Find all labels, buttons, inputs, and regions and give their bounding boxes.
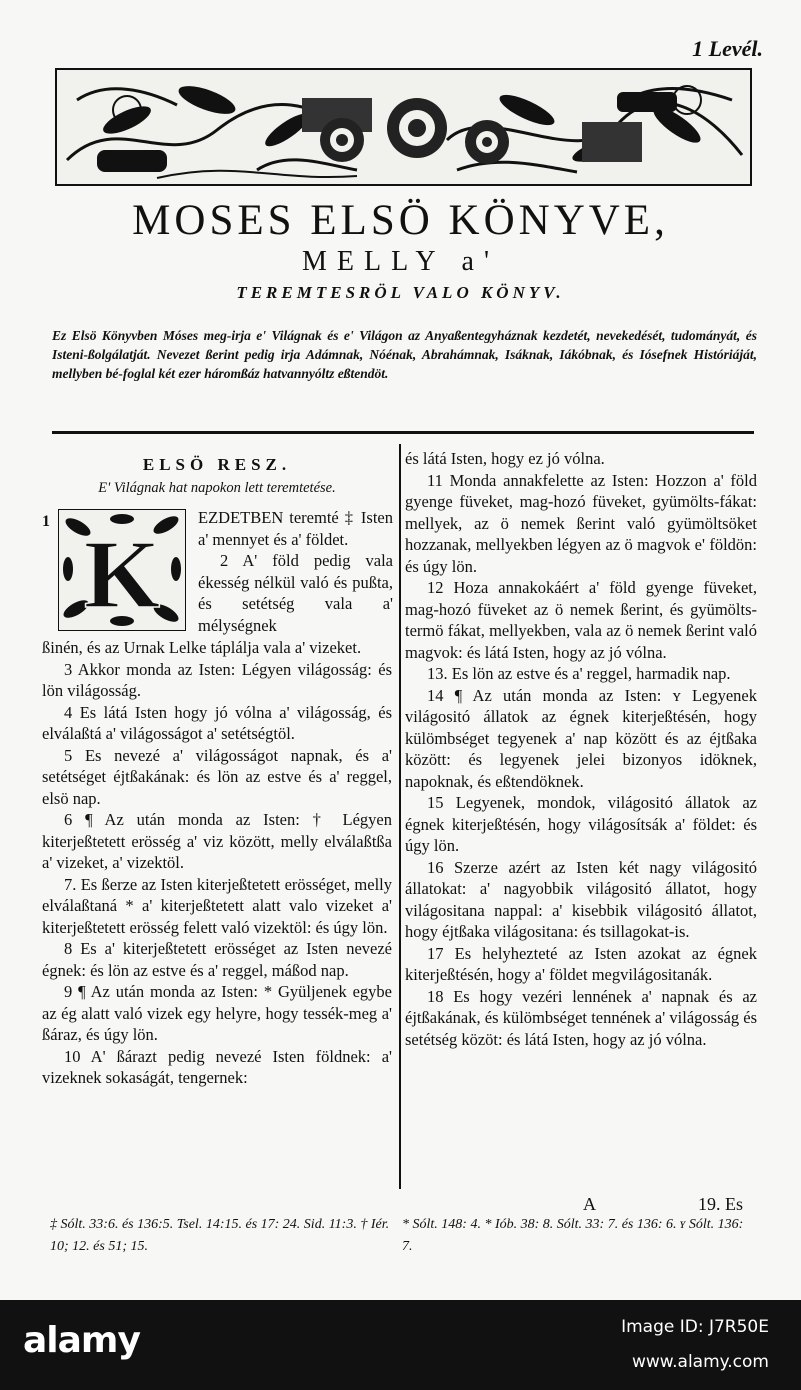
verse-3: 3 Akkor monda az Isten: Légyen világosság: és lön világosság.: [42, 659, 392, 700]
book-subtitle-2: TEREMTESRÖL VALO KÖNYV.: [236, 283, 565, 302]
verse-10-end: és látá Isten, hogy ez jó vólna.: [405, 449, 605, 468]
left-column: [42, 448, 392, 1089]
verse-14: 14 ¶ Az után monda az Isten: ʏ Legyenek világositó állatok az égnek kiterjeßtésén, hogy külömbséget tegyenek a' nap között és az éjtßaka között: és legyenek jelei bizonyos idöknek, napoknak, és eßtendöknek.: [405, 685, 757, 791]
verse-8: 8 Es a' kiterjeßtetett erösséget az Isten nevezé égnek: és lön az estve és a' reggel, máßod nap.: [42, 939, 392, 980]
drop-cap-k-icon: [58, 509, 186, 631]
right-column: [405, 448, 757, 1050]
site-url[interactable]: www.alamy.com: [631, 1352, 769, 1372]
verse-9: 9 ¶ Az után monda az Isten: * Gyüljenek egybe az ég alatt való vizek egy helyre, hogy tessék-meg a' ßáraz, és úgy lön.: [42, 982, 392, 1044]
verse-5: 5 Es nevezé a' világosságot napnak, és a' setétséget éjtßakának: és lön az estve és a' reggel, elsö nap.: [42, 745, 392, 808]
verse-1: EZDETBEN teremté ‡ Isten a' mennyet és a' földet.: [198, 508, 393, 549]
book-subtitle: MELLY a': [301, 246, 500, 277]
verse-7: 7. Es ßerze az Isten kiterjeßtetett erösséget, melly elválaßtaná * a' kiterjeßtetett alatt valo vizeket a' kiterjeßtetett erösség felett való vizektöl: és úgy lön.: [42, 874, 392, 937]
chapter-heading: ELSÖ RESZ.: [142, 455, 292, 474]
horizontal-divider: [52, 431, 754, 434]
verse-number: 1: [42, 513, 50, 530]
signature-mark: A: [583, 1194, 596, 1214]
opening-text: [198, 507, 393, 636]
verse-2-start: 2 A' föld pedig vala ékesség nélkül való és pußta, és setétség vala a' mélységnek: [198, 551, 393, 635]
column-divider: [399, 444, 401, 1189]
image-id: Image ID: J7R50E: [621, 1317, 769, 1337]
verse-13: 13. Es lön az estve és a' reggel, harmadik nap.: [427, 664, 731, 683]
verse-2-end: ßinén, és az Urnak Lelke táplálja vala a' vizeket.: [42, 638, 362, 657]
footnotes-right: * Sólt. 148: 4. * Iób. 38: 8. Sólt. 33: 7. és 136: 6. ʏ Sólt. 136: 7.: [402, 1217, 744, 1254]
footnotes-left: ‡ Sólt. 33:6. és 136:5. Tsel. 14:15. és 17: 24. Sid. 11:3. † Iér. 10; 12. és 51; 15.: [50, 1217, 390, 1254]
verse-12: 12 Hoza annakokáért a' föld gyenge füveket, mag-hozó füveket az ö nemek ßerint, és gyümölts-termö fákat, mellyekben, vala az ö nemek ßerint való magvok: és látá Isten, hogy az jó vólna.: [405, 578, 757, 662]
verse-15: 15 Legyenek, mondok, világositó állatok az égnek kiterjeßtésén, hogy világosítsák a' földet: és úgy lön.: [405, 793, 757, 855]
decorative-headpiece: [55, 68, 752, 186]
page-number: 1 Levél.: [692, 36, 763, 61]
headpiece-ornament-icon: [57, 70, 750, 184]
catchword: 19. Es: [698, 1194, 743, 1214]
verse-18: 18 Es hogy vezéri lennének a' napnak és az éjtßakának, és külömbséget tennének a' világosság és setétség közöt: és látá Isten, hogy az jó vólna.: [405, 986, 757, 1049]
book-title: MOSES ELSÖ KÖNYVE,: [132, 197, 669, 244]
verse-11: 11 Monda annakfelette az Isten: Hozzon a' föld gyenge füveket, mag-hozó füveket, gyümölts-fákat: mellyek, az ö nemek ßerint való gyümöltsöket hozzanak, mellyekben légyen az ö magvok e' földön: és úgy lön.: [405, 470, 757, 576]
brand-logo: alamy: [23, 1320, 140, 1361]
drop-cap-block: [42, 507, 392, 637]
book-summary: Ez Elsö Könyvben Móses meg-irja e' Világnak és e' Világon az Anyaßentegyháznak kezdetét, nevekedését, tudományát, és Isteni-ßolgálatját. Nevezet ßerint pedig irja Adámnak, Nóénak, Abrahámnak, Isáknak, Iákóbnak, és Iósefnek Históriáját, mellyben bé-foglal két ezer háromßáz hatvannyóltz eßtendöt.: [52, 328, 757, 381]
verse-16: 16 Szerze azért az Isten két nagy világositó állatokat: a' nagyobbik világositó állatot, hogy világositana nappal: a' kisebbik világositó állatot, hogy éjtßaka világositana: és tsillagokat-is.: [405, 857, 757, 941]
verse-17: 17 Es helyhezteté az Isten azokat az égnek kiterjeßtésén, hogy a' földet megvilágositanák.: [405, 943, 757, 984]
verse-10: 10 A' ßárazt pedig nevezé Isten földnek: a' vizeknek sokaságát, tengernek:: [42, 1046, 392, 1087]
chapter-summary: E' Világnak hat napokon lett teremtetése.: [98, 479, 336, 496]
verse-6: 6 ¶ Az után monda az Isten: † Légyen kiterjeßtetett erösség a' viz között, melly elválaßtßa a' vizeket, a' vizektöl.: [42, 810, 392, 872]
verse-4: 4 Es látá Isten hogy jó vólna a' világosság, és elválaßtá a' világosságot a' setétségtöl.: [42, 702, 392, 743]
drop-cap-letter: K: [83, 521, 161, 629]
